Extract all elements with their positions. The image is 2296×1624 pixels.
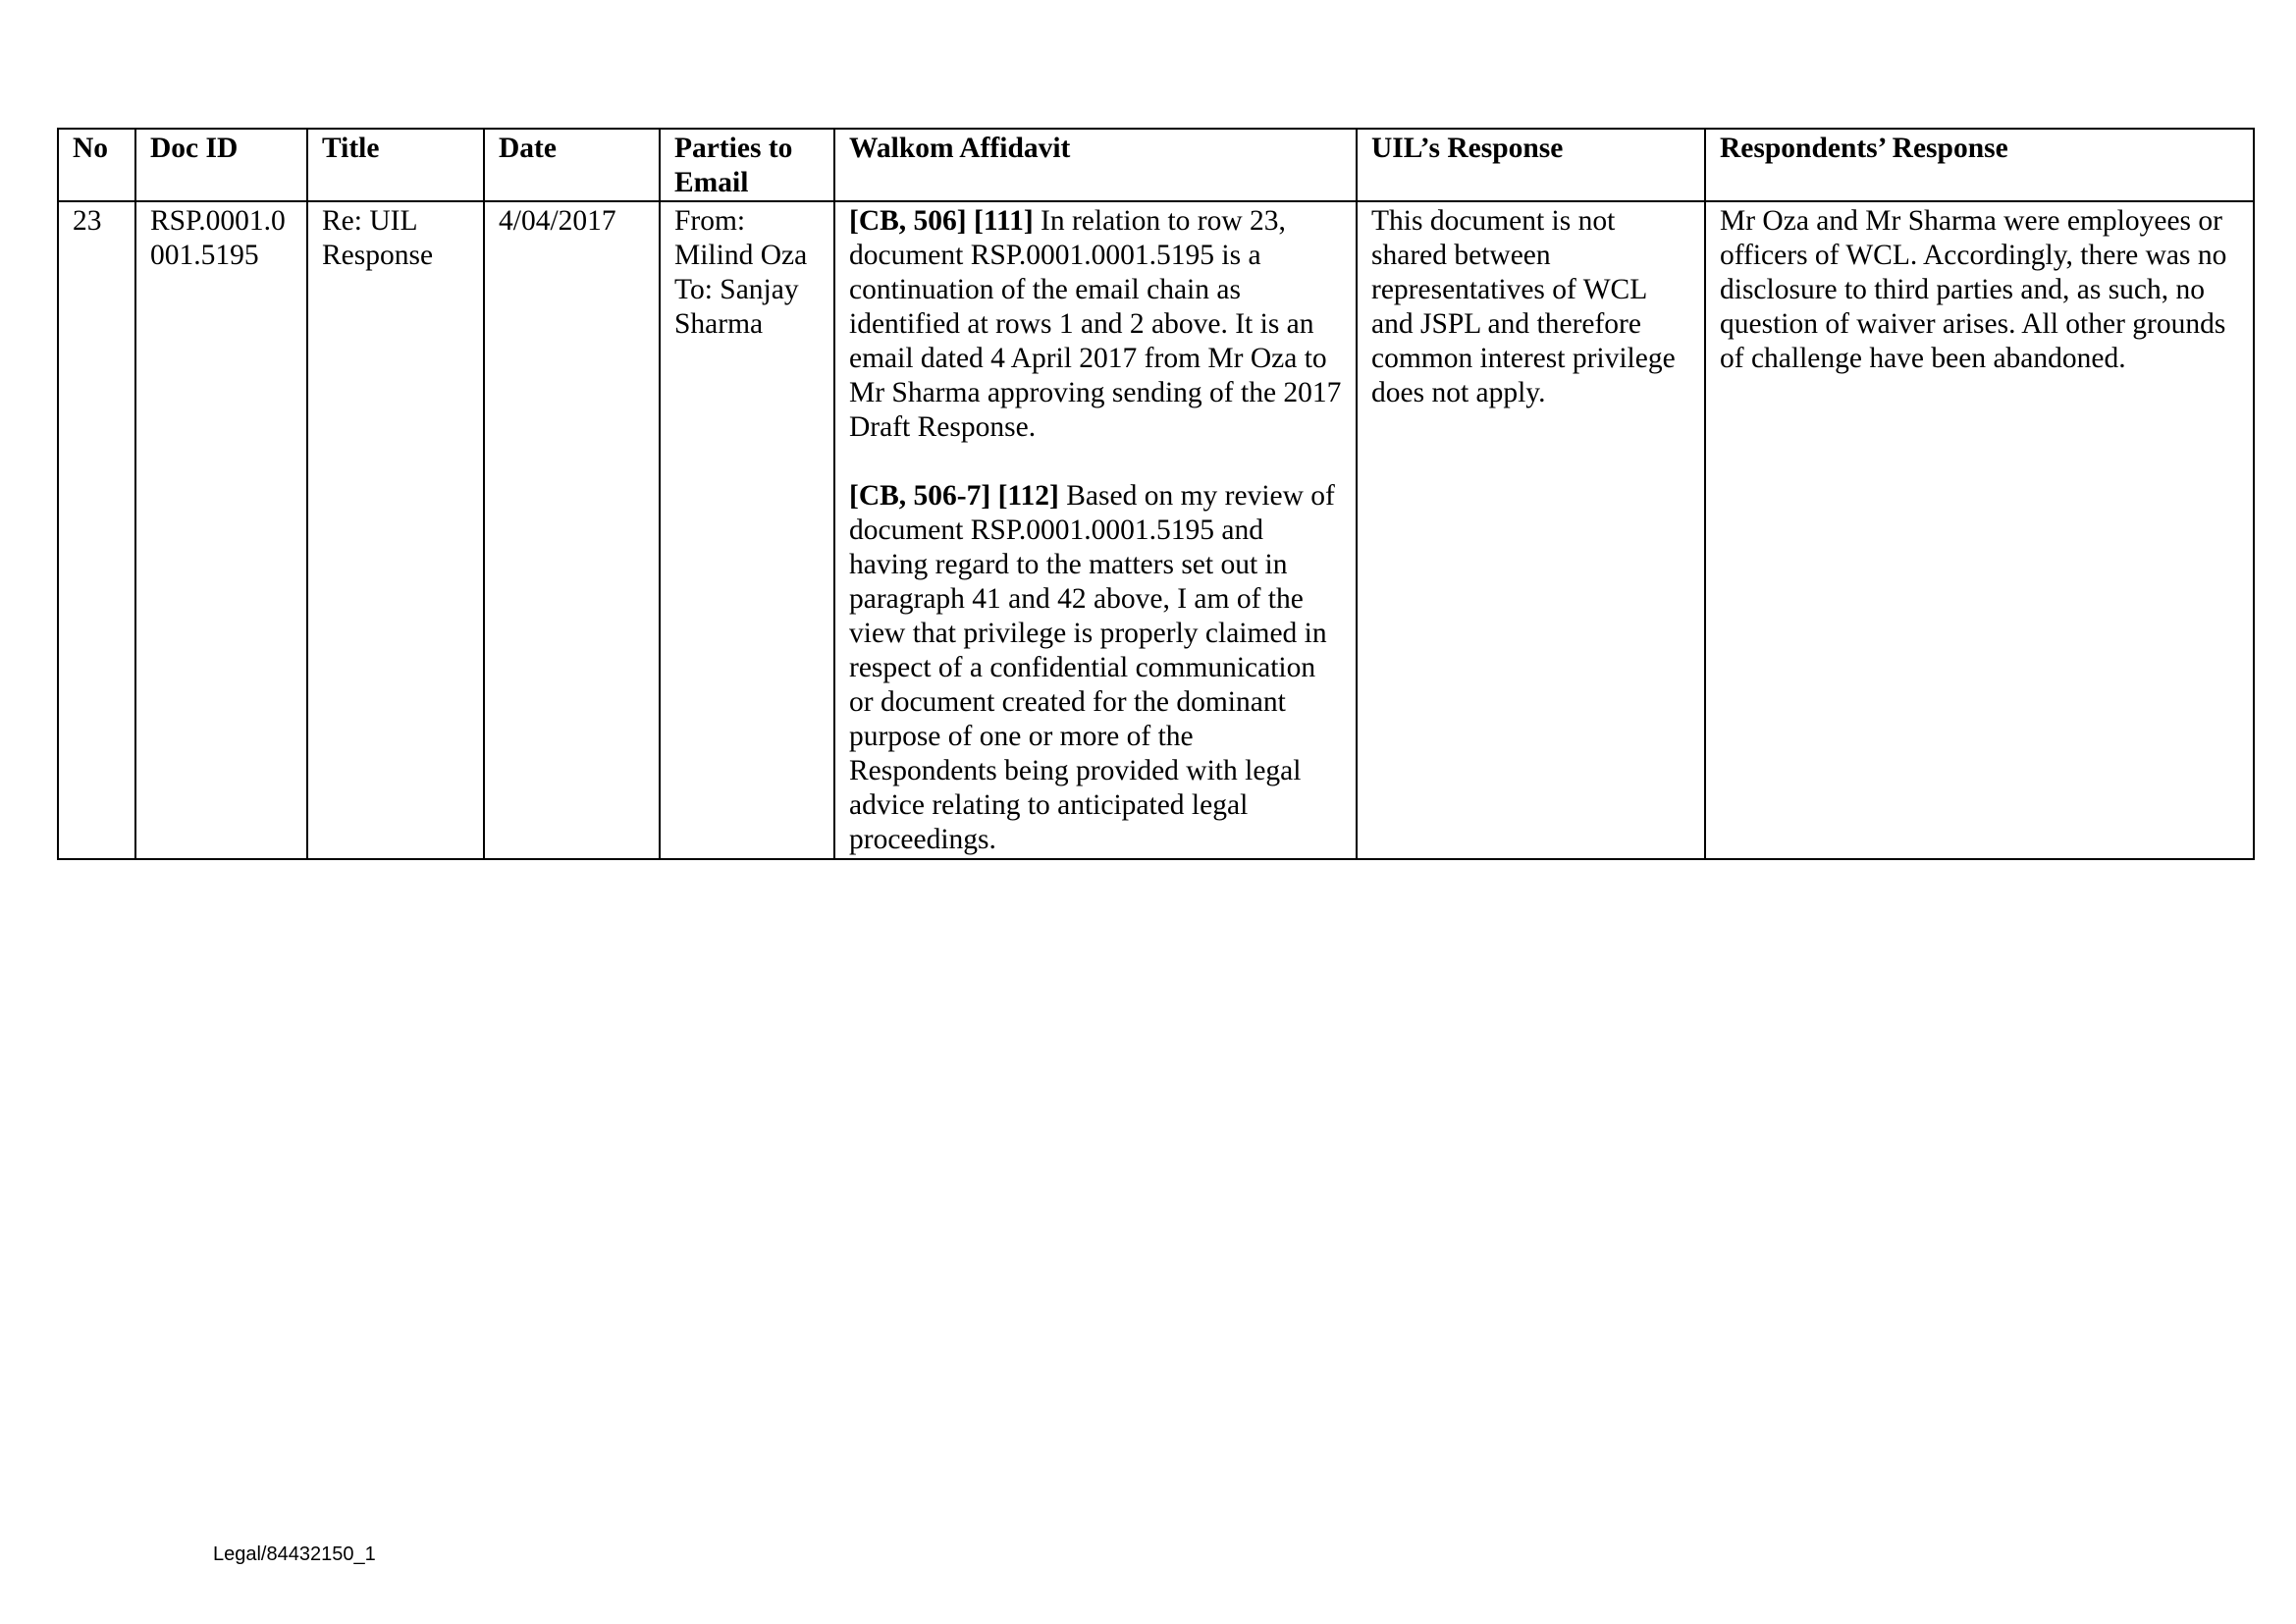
- header-parties: Parties to Email: [660, 129, 834, 201]
- parties-from: From: Milind Oza: [674, 205, 808, 271]
- header-uil-response: UIL’s Response: [1357, 129, 1705, 201]
- table-header-row: [58, 129, 2254, 201]
- affidavit-paragraph: [849, 479, 1342, 857]
- table-row: [58, 201, 2254, 859]
- cell-doc-id: [135, 201, 307, 859]
- cell-date: 4/04/2017: [484, 201, 660, 859]
- parties-to: To: Sanjay Sharma: [674, 274, 799, 340]
- cell-title: Re: UIL Response: [307, 201, 484, 859]
- cell-respondents-response: Mr Oza and Mr Sharma were employees or officers of WCL. Accordingly, there was no disclosure to third parties and, as such, no question of waiver arises. All other grounds of challenge have been abandoned.: [1705, 201, 2254, 859]
- doc-id-text: RSP.0001.0001.5195: [150, 205, 286, 271]
- header-date: Date: [484, 129, 660, 201]
- header-walkom-affidavit: Walkom Affidavit: [834, 129, 1357, 201]
- cell-walkom-affidavit: [834, 201, 1357, 859]
- privilege-table: [57, 128, 2255, 860]
- affidavit-paragraph: [849, 204, 1342, 445]
- affidavit-reference: [CB, 506] [111]: [849, 205, 1034, 237]
- affidavit-text: Based on my review of document RSP.0001.0001.5195 and having regard to the matters set out in paragraph 41 and 42 above, I am of the view that privilege is properly claimed in respect of a confidential communication or document created for the dominant purpose of one or more of the Respondents being provided with legal advice relating to anticipated legal proceedings.: [849, 480, 1335, 855]
- header-title: Title: [307, 129, 484, 201]
- affidavit-text: In relation to row 23, document RSP.0001.0001.5195 is a continuation of the email chain as identified at rows 1 and 2 above. It is an email dated 4 April 2017 from Mr Oza to Mr Sharma approving sending of the 2017 Draft Response.: [849, 205, 1342, 443]
- header-doc-id: Doc ID: [135, 129, 307, 201]
- cell-no: 23: [58, 201, 135, 859]
- cell-uil-response: This document is not shared between representatives of WCL and JSPL and therefore common interest privilege does not apply.: [1357, 201, 1705, 859]
- footer-document-reference: Legal/84432150_1: [213, 1543, 376, 1565]
- paragraph-spacer: [849, 445, 1342, 479]
- header-no: No: [58, 129, 135, 201]
- header-respondents-response: Respondents’ Response: [1705, 129, 2254, 201]
- affidavit-reference: [CB, 506-7] [112]: [849, 480, 1059, 512]
- cell-parties: [660, 201, 834, 859]
